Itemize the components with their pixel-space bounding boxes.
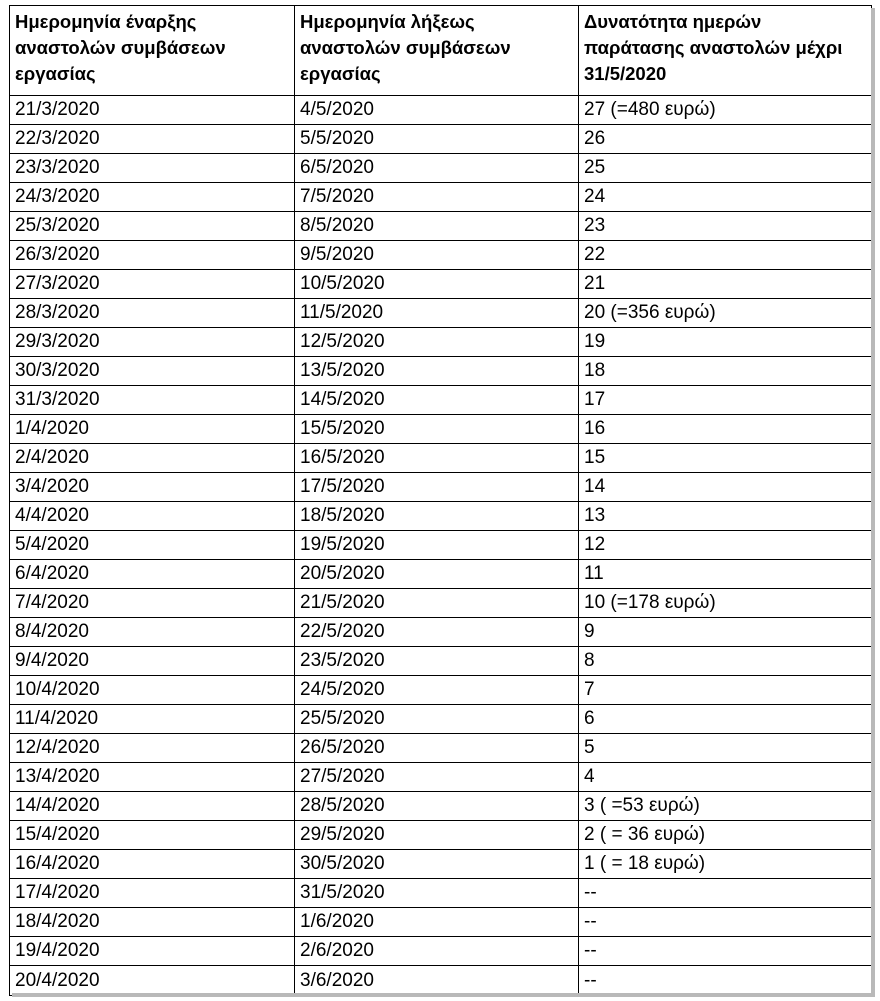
table-row (10, 415, 872, 444)
table-row (10, 125, 872, 154)
extension-days-cell: 5 (579, 734, 872, 763)
start-date-cell: 27/3/2020 (10, 270, 295, 299)
extension-days-cell: 15 (579, 444, 872, 473)
extension-days-cell: -- (579, 908, 872, 937)
table-row (10, 734, 872, 763)
start-date-cell: 30/3/2020 (10, 357, 295, 386)
start-date-cell: 5/4/2020 (10, 531, 295, 560)
extension-days-cell: 26 (579, 125, 872, 154)
extension-days-cell: 7 (579, 676, 872, 705)
extension-days-cell: 13 (579, 502, 872, 531)
extension-days-cell: 25 (579, 154, 872, 183)
header-row (10, 6, 872, 96)
extension-days-cell: -- (579, 937, 872, 966)
end-date-cell: 25/5/2020 (295, 705, 579, 734)
start-date-cell: 31/3/2020 (10, 386, 295, 415)
table-row (10, 560, 872, 589)
start-date-cell: 28/3/2020 (10, 299, 295, 328)
start-date-cell: 24/3/2020 (10, 183, 295, 212)
start-date-cell: 8/4/2020 (10, 618, 295, 647)
extension-days-cell: 16 (579, 415, 872, 444)
start-date-cell: 21/3/2020 (10, 96, 295, 125)
table-row (10, 937, 872, 966)
start-date-cell: 19/4/2020 (10, 937, 295, 966)
start-date-cell: 10/4/2020 (10, 676, 295, 705)
end-date-cell: 27/5/2020 (295, 763, 579, 792)
end-date-cell: 9/5/2020 (295, 241, 579, 270)
end-date-cell: 16/5/2020 (295, 444, 579, 473)
end-date-cell: 7/5/2020 (295, 183, 579, 212)
extension-days-cell: 21 (579, 270, 872, 299)
table-row (10, 531, 872, 560)
table-row (10, 792, 872, 821)
start-date-cell: 22/3/2020 (10, 125, 295, 154)
start-date-cell: 20/4/2020 (10, 966, 295, 996)
extension-days-cell: 10 (=178 ευρώ) (579, 589, 872, 618)
start-date-cell: 9/4/2020 (10, 647, 295, 676)
start-date-cell: 11/4/2020 (10, 705, 295, 734)
extension-days-cell: 6 (579, 705, 872, 734)
start-date-cell: 2/4/2020 (10, 444, 295, 473)
end-date-cell: 2/6/2020 (295, 937, 579, 966)
extension-days-cell: 12 (579, 531, 872, 560)
end-date-cell: 6/5/2020 (295, 154, 579, 183)
start-date-cell: 3/4/2020 (10, 473, 295, 502)
header-end-date: Ημερομηνία λήξεως αναστολών συμβάσεων εργασίας (295, 6, 579, 96)
end-date-cell: 10/5/2020 (295, 270, 579, 299)
extension-days-cell: -- (579, 879, 872, 908)
end-date-cell: 22/5/2020 (295, 618, 579, 647)
extension-days-cell: 8 (579, 647, 872, 676)
start-date-cell: 18/4/2020 (10, 908, 295, 937)
extension-days-cell: 2 ( = 36 ευρώ) (579, 821, 872, 850)
end-date-cell: 30/5/2020 (295, 850, 579, 879)
end-date-cell: 1/6/2020 (295, 908, 579, 937)
start-date-cell: 23/3/2020 (10, 154, 295, 183)
table-row (10, 850, 872, 879)
end-date-cell: 26/5/2020 (295, 734, 579, 763)
table-row (10, 966, 872, 996)
extension-days-cell: 3 ( =53 ευρώ) (579, 792, 872, 821)
extension-days-cell: 9 (579, 618, 872, 647)
table-row (10, 473, 872, 502)
end-date-cell: 11/5/2020 (295, 299, 579, 328)
table-row (10, 502, 872, 531)
start-date-cell: 16/4/2020 (10, 850, 295, 879)
end-date-cell: 5/5/2020 (295, 125, 579, 154)
start-date-cell: 1/4/2020 (10, 415, 295, 444)
table-row (10, 386, 872, 415)
table-row (10, 763, 872, 792)
end-date-cell: 24/5/2020 (295, 676, 579, 705)
extension-days-cell: 19 (579, 328, 872, 357)
table-row (10, 96, 872, 125)
extension-days-cell: 17 (579, 386, 872, 415)
table-row (10, 589, 872, 618)
suspension-extension-table (9, 5, 872, 996)
table-body (10, 96, 872, 996)
table-row (10, 647, 872, 676)
end-date-cell: 19/5/2020 (295, 531, 579, 560)
table-row (10, 357, 872, 386)
table-row (10, 241, 872, 270)
table-row (10, 879, 872, 908)
table-shadow-bottom (12, 993, 875, 997)
start-date-cell: 17/4/2020 (10, 879, 295, 908)
end-date-cell: 13/5/2020 (295, 357, 579, 386)
start-date-cell: 29/3/2020 (10, 328, 295, 357)
end-date-cell: 31/5/2020 (295, 879, 579, 908)
end-date-cell: 29/5/2020 (295, 821, 579, 850)
start-date-cell: 13/4/2020 (10, 763, 295, 792)
end-date-cell: 28/5/2020 (295, 792, 579, 821)
table-row (10, 299, 872, 328)
end-date-cell: 8/5/2020 (295, 212, 579, 241)
extension-days-cell: 1 ( = 18 ευρώ) (579, 850, 872, 879)
extension-days-cell: 27 (=480 ευρώ) (579, 96, 872, 125)
end-date-cell: 12/5/2020 (295, 328, 579, 357)
end-date-cell: 3/6/2020 (295, 966, 579, 996)
table-header (10, 6, 872, 96)
header-extension-days: Δυνατότητα ημερών παράτασης αναστολών μέχρι 31/5/2020 (579, 6, 872, 96)
table-row (10, 821, 872, 850)
table-row (10, 212, 872, 241)
table-row (10, 270, 872, 299)
extension-days-cell: 23 (579, 212, 872, 241)
extension-days-cell: 11 (579, 560, 872, 589)
header-start-date: Ημερομηνία έναρξης αναστολών συμβάσεων εργασίας (10, 6, 295, 96)
start-date-cell: 15/4/2020 (10, 821, 295, 850)
end-date-cell: 4/5/2020 (295, 96, 579, 125)
table-row (10, 154, 872, 183)
table-row (10, 705, 872, 734)
extension-days-cell: 18 (579, 357, 872, 386)
table-row (10, 676, 872, 705)
extension-days-cell: 24 (579, 183, 872, 212)
start-date-cell: 14/4/2020 (10, 792, 295, 821)
extension-days-cell: 14 (579, 473, 872, 502)
end-date-cell: 23/5/2020 (295, 647, 579, 676)
extension-days-cell: 4 (579, 763, 872, 792)
start-date-cell: 7/4/2020 (10, 589, 295, 618)
start-date-cell: 26/3/2020 (10, 241, 295, 270)
end-date-cell: 15/5/2020 (295, 415, 579, 444)
start-date-cell: 4/4/2020 (10, 502, 295, 531)
start-date-cell: 12/4/2020 (10, 734, 295, 763)
table-row (10, 183, 872, 212)
extension-days-cell: 20 (=356 ευρώ) (579, 299, 872, 328)
table-shadow-right (871, 8, 875, 996)
table-row (10, 908, 872, 937)
table-row (10, 444, 872, 473)
table-row (10, 328, 872, 357)
extension-days-cell: 22 (579, 241, 872, 270)
extension-days-cell: -- (579, 966, 872, 996)
end-date-cell: 21/5/2020 (295, 589, 579, 618)
start-date-cell: 25/3/2020 (10, 212, 295, 241)
end-date-cell: 14/5/2020 (295, 386, 579, 415)
end-date-cell: 20/5/2020 (295, 560, 579, 589)
start-date-cell: 6/4/2020 (10, 560, 295, 589)
end-date-cell: 17/5/2020 (295, 473, 579, 502)
table-row (10, 618, 872, 647)
end-date-cell: 18/5/2020 (295, 502, 579, 531)
